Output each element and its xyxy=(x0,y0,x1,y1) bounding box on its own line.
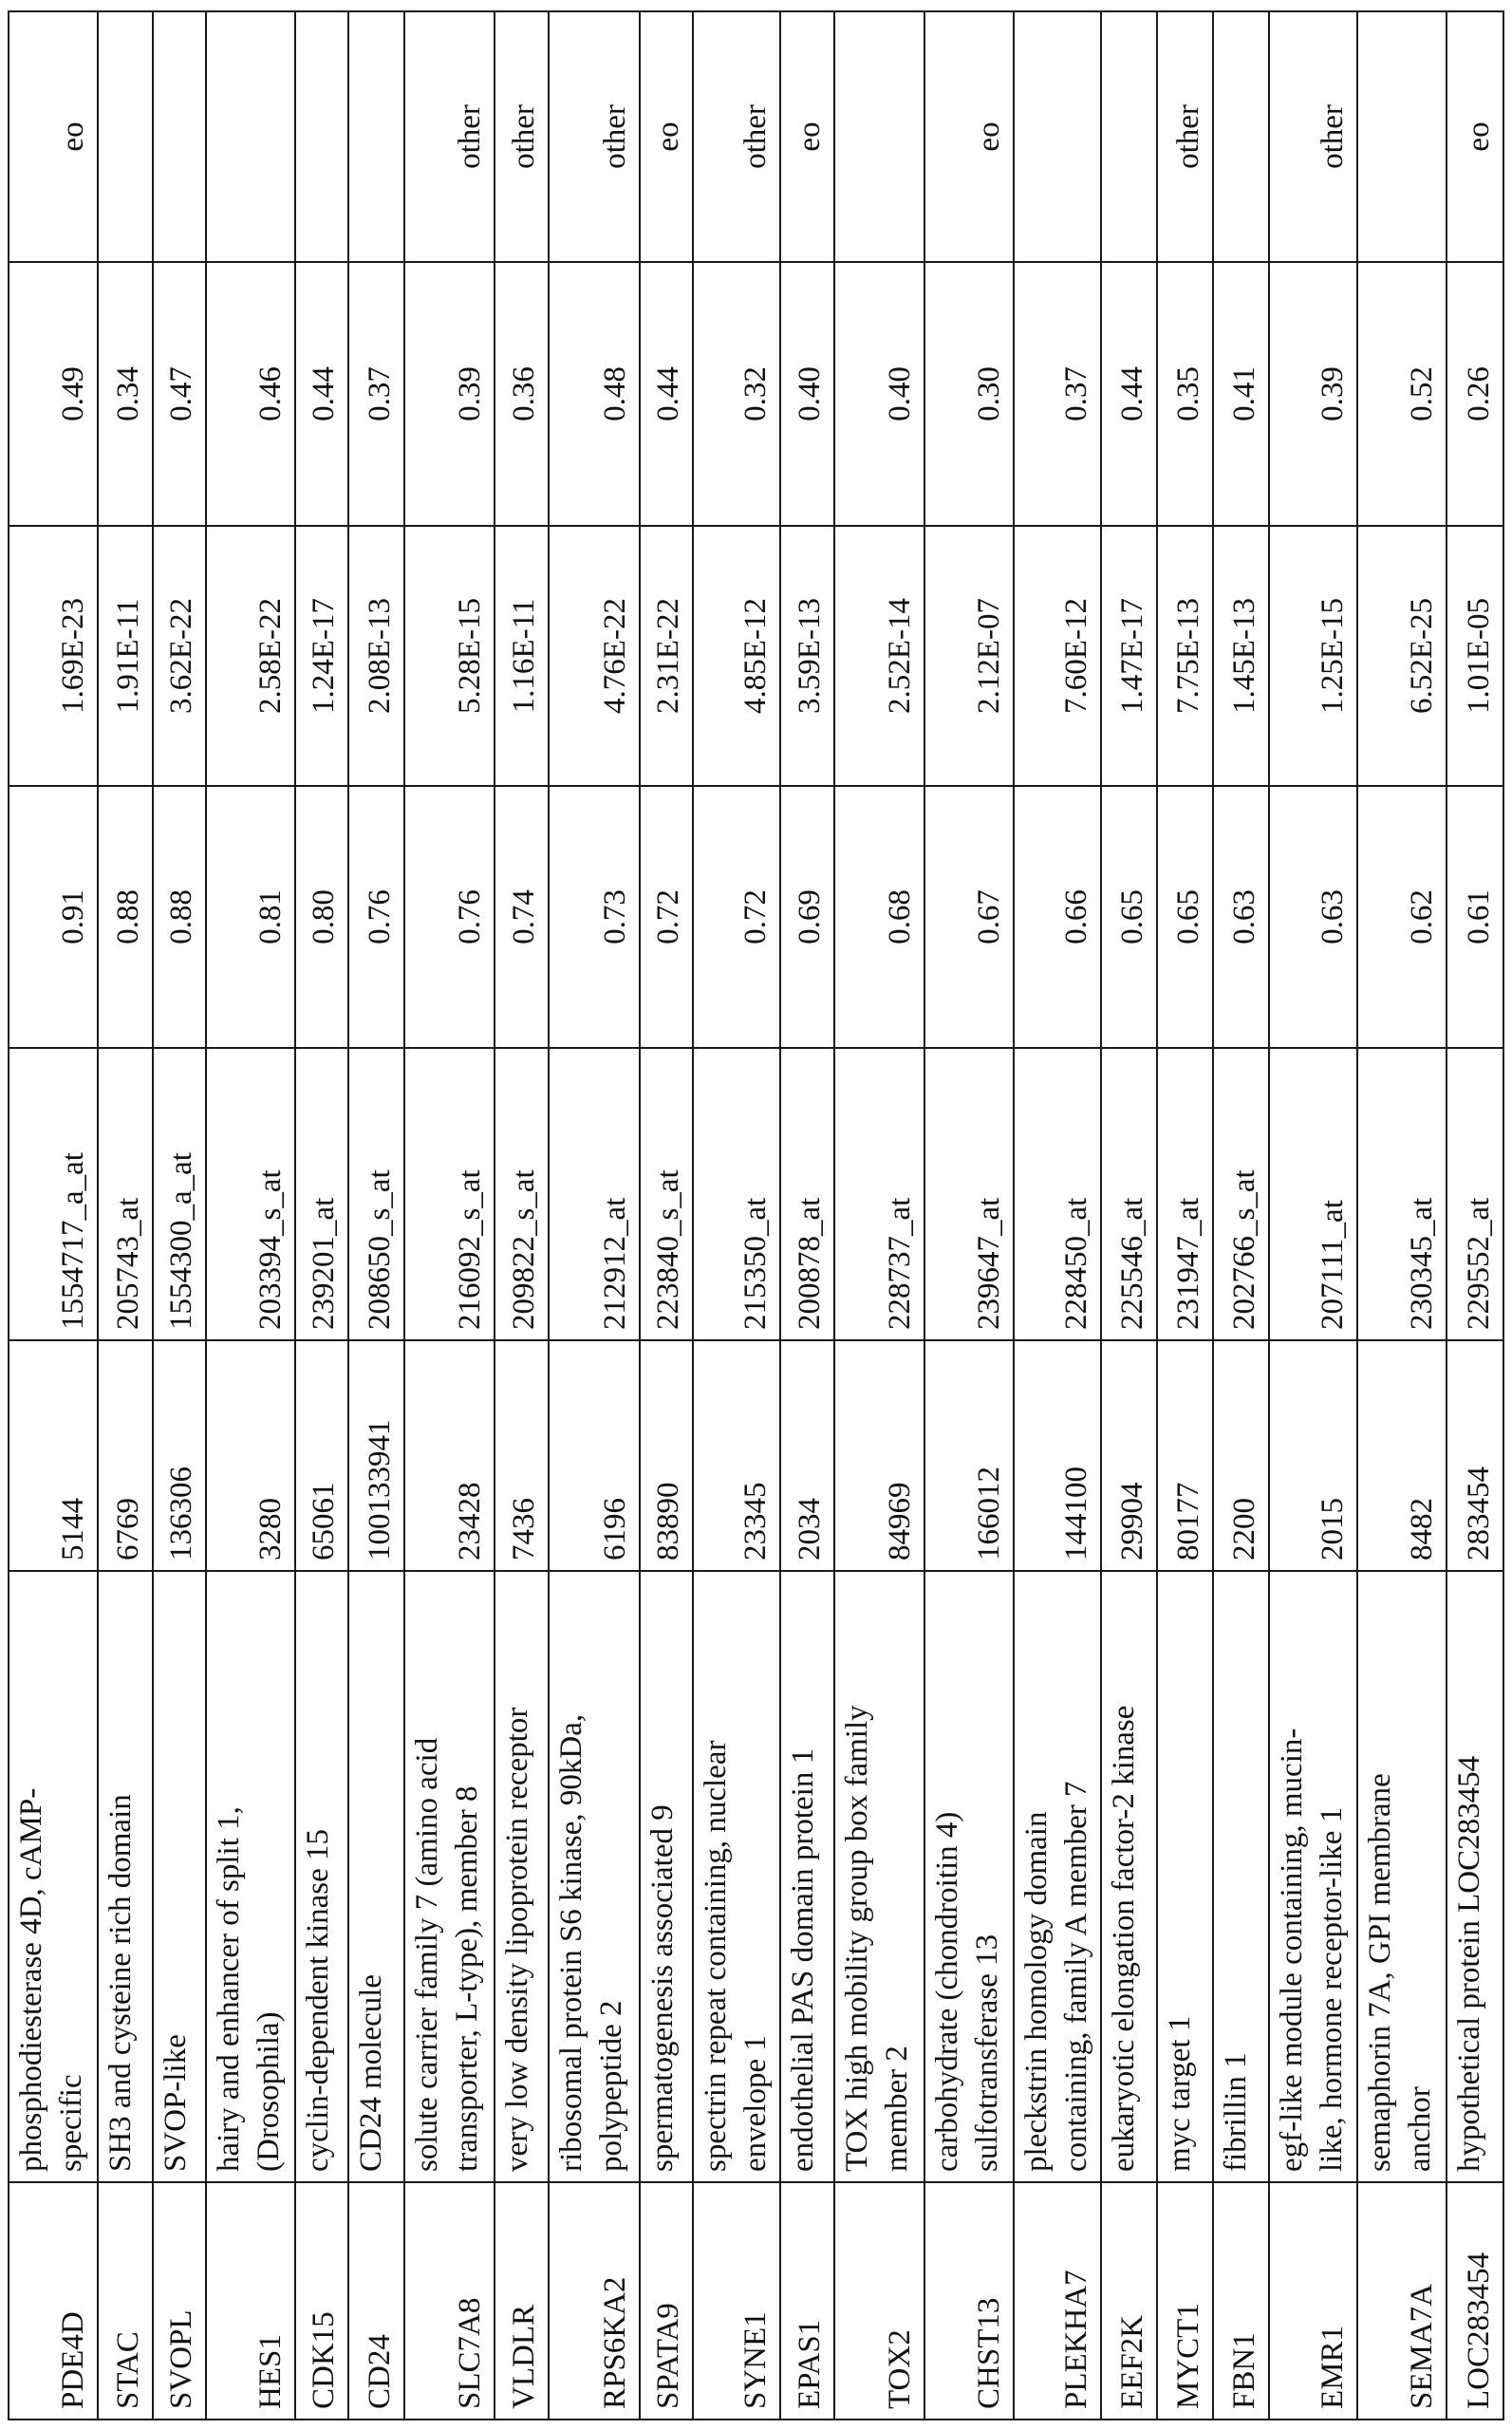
value-cell: 0.48 xyxy=(549,262,640,526)
gene-symbol-cell: SYNE1 xyxy=(693,2182,780,2420)
value-cell: 0.34 xyxy=(98,262,153,526)
class-cell: eo xyxy=(780,11,834,262)
probe-id-cell: 229552_at xyxy=(1447,1048,1503,1340)
table-row xyxy=(348,11,404,2420)
table-row xyxy=(780,11,834,2420)
correlation-cell: 0.81 xyxy=(206,786,295,1048)
description-cell: CD24 molecule xyxy=(348,1571,404,2182)
description-cell: cyclin-dependent kinase 15 xyxy=(295,1571,348,2182)
gene-id-cell: 3280 xyxy=(206,1340,295,1571)
value-cell: 0.37 xyxy=(348,262,404,526)
gene-id-cell: 2015 xyxy=(1269,1340,1357,1571)
value-cell: 0.40 xyxy=(834,262,924,526)
class-cell: other xyxy=(1269,11,1357,262)
correlation-cell: 0.66 xyxy=(1014,786,1101,1048)
gene-id-cell: 7436 xyxy=(495,1340,549,1571)
gene-id-cell: 29904 xyxy=(1101,1340,1157,1571)
table-row xyxy=(1014,11,1101,2420)
p-value-cell: 1.16E-11 xyxy=(495,526,549,786)
description-cell: hairy and enhancer of split 1, (Drosophila) xyxy=(206,1571,295,2182)
class-cell xyxy=(834,11,924,262)
gene-id-cell: 23345 xyxy=(693,1340,780,1571)
gene-symbol-cell: CDK15 xyxy=(295,2182,348,2420)
probe-id-cell: 225546_at xyxy=(1101,1048,1157,1340)
value-cell: 0.52 xyxy=(1357,262,1447,526)
value-cell: 0.47 xyxy=(153,262,206,526)
table-row xyxy=(1357,11,1447,2420)
probe-id-cell: 208650_s_at xyxy=(348,1048,404,1340)
probe-id-cell: 230345_at xyxy=(1357,1048,1447,1340)
table-row xyxy=(1157,11,1213,2420)
value-cell: 0.39 xyxy=(404,262,495,526)
p-value-cell: 1.69E-23 xyxy=(9,526,98,786)
p-value-cell: 4.85E-12 xyxy=(693,526,780,786)
correlation-cell: 0.62 xyxy=(1357,786,1447,1048)
gene-symbol-cell: SVOPL xyxy=(153,2182,206,2420)
gene-symbol-cell: SLC7A8 xyxy=(404,2182,495,2420)
correlation-cell: 0.67 xyxy=(924,786,1014,1048)
p-value-cell: 1.45E-13 xyxy=(1213,526,1269,786)
p-value-cell: 1.47E-17 xyxy=(1101,526,1157,786)
value-cell: 0.36 xyxy=(495,262,549,526)
probe-id-cell: 231947_at xyxy=(1157,1048,1213,1340)
class-cell xyxy=(1101,11,1157,262)
correlation-cell: 0.74 xyxy=(495,786,549,1048)
gene-id-cell: 65061 xyxy=(295,1340,348,1571)
p-value-cell: 2.12E-07 xyxy=(924,526,1014,786)
description-cell: eukaryotic elongation factor-2 kinase xyxy=(1101,1571,1157,2182)
probe-id-cell: 209822_s_at xyxy=(495,1048,549,1340)
value-cell: 0.49 xyxy=(9,262,98,526)
description-cell: carbohydrate (chondroitin 4) sulfotransferase 13 xyxy=(924,1571,1014,2182)
table-row xyxy=(1101,11,1157,2420)
description-cell: pleckstrin homology domain containing, family A member 7 xyxy=(1014,1571,1101,2182)
table-row xyxy=(295,11,348,2420)
p-value-cell: 2.58E-22 xyxy=(206,526,295,786)
table-row xyxy=(1447,11,1503,2420)
correlation-cell: 0.72 xyxy=(693,786,780,1048)
class-cell: other xyxy=(693,11,780,262)
class-cell: eo xyxy=(640,11,693,262)
gene-id-cell: 100133941 xyxy=(348,1340,404,1571)
gene-id-cell: 83890 xyxy=(640,1340,693,1571)
value-cell: 0.30 xyxy=(924,262,1014,526)
class-cell: eo xyxy=(924,11,1014,262)
correlation-cell: 0.88 xyxy=(153,786,206,1048)
class-cell xyxy=(1014,11,1101,262)
table-row xyxy=(153,11,206,2420)
p-value-cell: 3.59E-13 xyxy=(780,526,834,786)
p-value-cell: 1.25E-15 xyxy=(1269,526,1357,786)
value-cell: 0.44 xyxy=(640,262,693,526)
table-row xyxy=(404,11,495,2420)
gene-symbol-cell: TOX2 xyxy=(834,2182,924,2420)
table-row xyxy=(1269,11,1357,2420)
value-cell: 0.46 xyxy=(206,262,295,526)
description-cell: spectrin repeat containing, nuclear envelope 1 xyxy=(693,1571,780,2182)
gene-symbol-cell: PDE4D xyxy=(9,2182,98,2420)
description-cell: semaphorin 7A, GPI membrane anchor xyxy=(1357,1571,1447,2182)
gene-symbol-cell: HES1 xyxy=(206,2182,295,2420)
gene-id-cell: 2034 xyxy=(780,1340,834,1571)
p-value-cell: 1.01E-05 xyxy=(1447,526,1503,786)
gene-symbol-cell: MYCT1 xyxy=(1157,2182,1213,2420)
p-value-cell: 1.24E-17 xyxy=(295,526,348,786)
probe-id-cell: 223840_s_at xyxy=(640,1048,693,1340)
correlation-cell: 0.76 xyxy=(348,786,404,1048)
class-cell: other xyxy=(404,11,495,262)
probe-id-cell: 215350_at xyxy=(693,1048,780,1340)
gene-id-cell: 84969 xyxy=(834,1340,924,1571)
probe-id-cell: 205743_at xyxy=(98,1048,153,1340)
p-value-cell: 7.75E-13 xyxy=(1157,526,1213,786)
table-row xyxy=(834,11,924,2420)
class-cell xyxy=(295,11,348,262)
p-value-cell: 3.62E-22 xyxy=(153,526,206,786)
gene-id-cell: 6196 xyxy=(549,1340,640,1571)
class-cell xyxy=(1213,11,1269,262)
p-value-cell: 1.91E-11 xyxy=(98,526,153,786)
table-row xyxy=(9,11,98,2420)
gene-symbol-cell: CD24 xyxy=(348,2182,404,2420)
probe-id-cell: 239201_at xyxy=(295,1048,348,1340)
class-cell xyxy=(1357,11,1447,262)
description-cell: SH3 and cysteine rich domain xyxy=(98,1571,153,2182)
value-cell: 0.39 xyxy=(1269,262,1357,526)
class-cell xyxy=(206,11,295,262)
p-value-cell: 2.31E-22 xyxy=(640,526,693,786)
gene-id-cell: 6769 xyxy=(98,1340,153,1571)
description-cell: spermatogenesis associated 9 xyxy=(640,1571,693,2182)
probe-id-cell: 212912_at xyxy=(549,1048,640,1340)
value-cell: 0.35 xyxy=(1157,262,1213,526)
p-value-cell: 2.08E-13 xyxy=(348,526,404,786)
gene-id-cell: 144100 xyxy=(1014,1340,1101,1571)
gene-symbol-cell: PLEKHA7 xyxy=(1014,2182,1101,2420)
gene-id-cell: 166012 xyxy=(924,1340,1014,1571)
correlation-cell: 0.80 xyxy=(295,786,348,1048)
gene-symbol-cell: EEF2K xyxy=(1101,2182,1157,2420)
description-cell: fibrillin 1 xyxy=(1213,1571,1269,2182)
gene-symbol-cell: CHST13 xyxy=(924,2182,1014,2420)
value-cell: 0.41 xyxy=(1213,262,1269,526)
description-cell: endothelial PAS domain protein 1 xyxy=(780,1571,834,2182)
probe-id-cell: 228450_at xyxy=(1014,1048,1101,1340)
description-cell: very low density lipoprotein receptor xyxy=(495,1571,549,2182)
probe-id-cell: 203394_s_at xyxy=(206,1048,295,1340)
gene-symbol-cell: EPAS1 xyxy=(780,2182,834,2420)
table-row xyxy=(549,11,640,2420)
correlation-cell: 0.61 xyxy=(1447,786,1503,1048)
correlation-cell: 0.76 xyxy=(404,786,495,1048)
class-cell: eo xyxy=(1447,11,1503,262)
description-cell: solute carrier family 7 (amino acid transporter, L-type), member 8 xyxy=(404,1571,495,2182)
rotated-page xyxy=(8,10,1504,2420)
probe-id-cell: 1554300_a_at xyxy=(153,1048,206,1340)
correlation-cell: 0.88 xyxy=(98,786,153,1048)
gene-id-cell: 283454 xyxy=(1447,1340,1503,1571)
p-value-cell: 7.60E-12 xyxy=(1014,526,1101,786)
probe-id-cell: 228737_at xyxy=(834,1048,924,1340)
class-cell: other xyxy=(549,11,640,262)
description-cell: phosphodiesterase 4D, cAMP- specific xyxy=(9,1571,98,2182)
p-value-cell: 5.28E-15 xyxy=(404,526,495,786)
correlation-cell: 0.69 xyxy=(780,786,834,1048)
description-cell: myc target 1 xyxy=(1157,1571,1213,2182)
probe-id-cell: 200878_at xyxy=(780,1048,834,1340)
class-cell xyxy=(98,11,153,262)
p-value-cell: 2.52E-14 xyxy=(834,526,924,786)
table-row xyxy=(1213,11,1269,2420)
probe-id-cell: 239647_at xyxy=(924,1048,1014,1340)
gene-symbol-cell: RPS6KA2 xyxy=(549,2182,640,2420)
value-cell: 0.40 xyxy=(780,262,834,526)
correlation-cell: 0.63 xyxy=(1269,786,1357,1048)
correlation-cell: 0.68 xyxy=(834,786,924,1048)
table-row xyxy=(924,11,1014,2420)
gene-symbol-cell: SPATA9 xyxy=(640,2182,693,2420)
value-cell: 0.32 xyxy=(693,262,780,526)
description-cell: ribosomal protein S6 kinase, 90kDa, polypeptide 2 xyxy=(549,1571,640,2182)
gene-symbol-cell: VLDLR xyxy=(495,2182,549,2420)
class-cell xyxy=(348,11,404,262)
value-cell: 0.37 xyxy=(1014,262,1101,526)
description-cell: TOX high mobility group box family member 2 xyxy=(834,1571,924,2182)
gene-table xyxy=(8,10,1504,2420)
probe-id-cell: 216092_s_at xyxy=(404,1048,495,1340)
table-row xyxy=(206,11,295,2420)
gene-id-cell: 80177 xyxy=(1157,1340,1213,1571)
gene-id-cell: 136306 xyxy=(153,1340,206,1571)
gene-symbol-cell: STAC xyxy=(98,2182,153,2420)
gene-id-cell: 8482 xyxy=(1357,1340,1447,1571)
probe-id-cell: 1554717_a_at xyxy=(9,1048,98,1340)
description-cell: egf-like module containing, mucin- like, hormone receptor-like 1 xyxy=(1269,1571,1357,2182)
p-value-cell: 6.52E-25 xyxy=(1357,526,1447,786)
gene-id-cell: 5144 xyxy=(9,1340,98,1571)
gene-symbol-cell: SEMA7A xyxy=(1357,2182,1447,2420)
correlation-cell: 0.65 xyxy=(1157,786,1213,1048)
description-cell: SVOP-like xyxy=(153,1571,206,2182)
class-cell: eo xyxy=(9,11,98,262)
table-row xyxy=(640,11,693,2420)
table-row xyxy=(495,11,549,2420)
description-cell: hypothetical protein LOC283454 xyxy=(1447,1571,1503,2182)
probe-id-cell: 207111_at xyxy=(1269,1048,1357,1340)
correlation-cell: 0.91 xyxy=(9,786,98,1048)
value-cell: 0.44 xyxy=(295,262,348,526)
probe-id-cell: 202766_s_at xyxy=(1213,1048,1269,1340)
table-row xyxy=(98,11,153,2420)
class-cell xyxy=(153,11,206,262)
value-cell: 0.26 xyxy=(1447,262,1503,526)
value-cell: 0.44 xyxy=(1101,262,1157,526)
correlation-cell: 0.65 xyxy=(1101,786,1157,1048)
table-row xyxy=(693,11,780,2420)
gene-symbol-cell: EMR1 xyxy=(1269,2182,1357,2420)
correlation-cell: 0.72 xyxy=(640,786,693,1048)
p-value-cell: 4.76E-22 xyxy=(549,526,640,786)
gene-symbol-cell: LOC283454 xyxy=(1447,2182,1503,2420)
class-cell: other xyxy=(1157,11,1213,262)
gene-id-cell: 23428 xyxy=(404,1340,495,1571)
correlation-cell: 0.63 xyxy=(1213,786,1269,1048)
gene-id-cell: 2200 xyxy=(1213,1340,1269,1571)
class-cell: other xyxy=(495,11,549,262)
correlation-cell: 0.73 xyxy=(549,786,640,1048)
gene-symbol-cell: FBN1 xyxy=(1213,2182,1269,2420)
gene-table-body xyxy=(9,11,1503,2420)
